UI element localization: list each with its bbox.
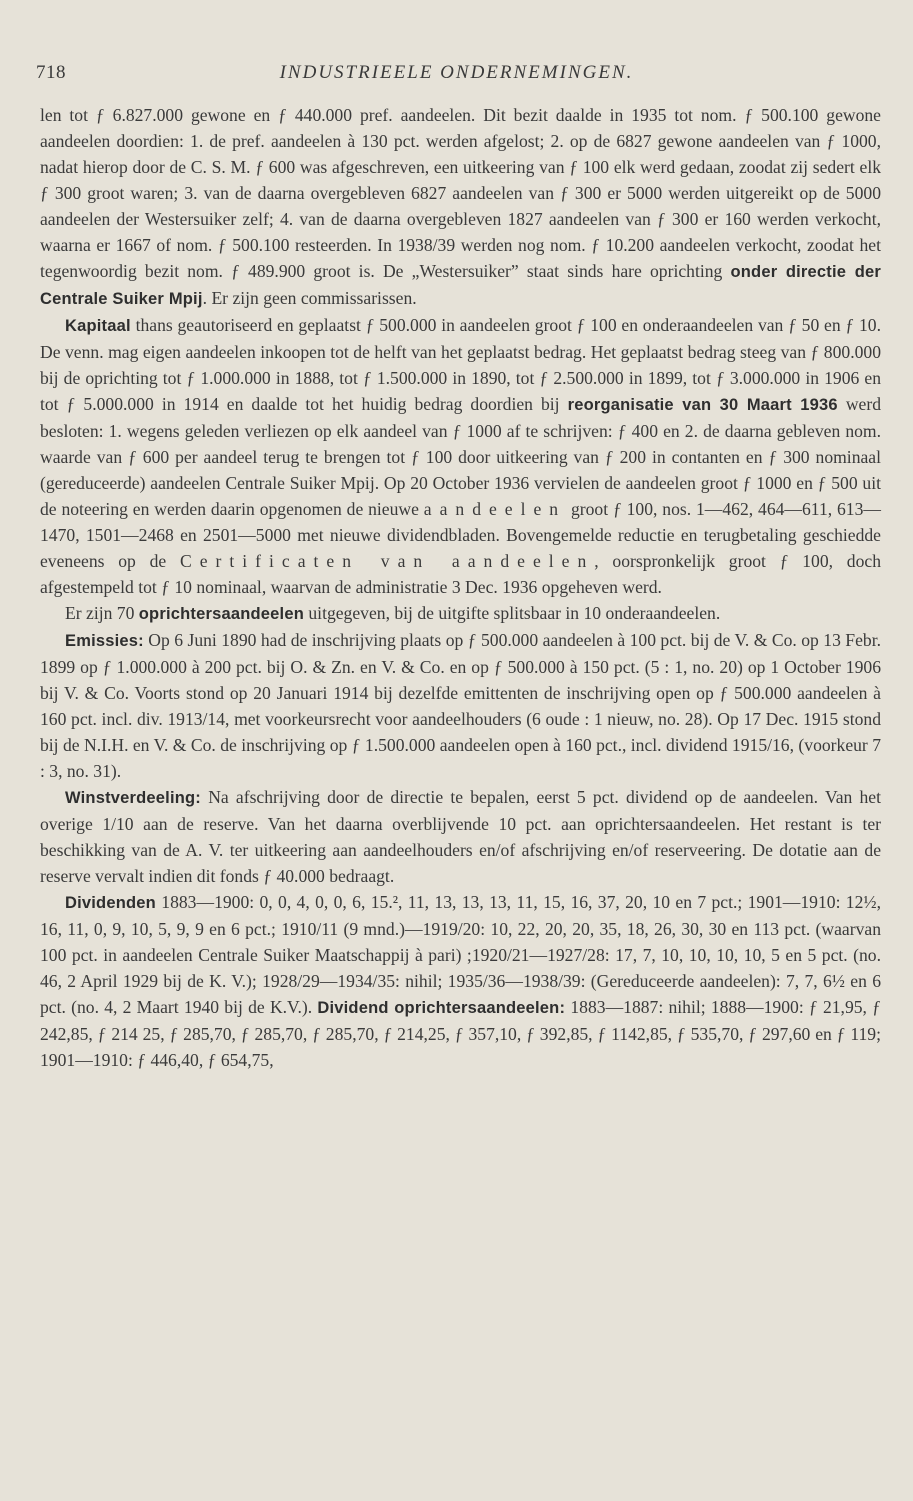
text-run: Er zijn 70 [65, 603, 139, 623]
bold-term: reorganisatie van 30 Maart 1936 [567, 396, 838, 414]
bold-term: Kapitaal [65, 317, 131, 335]
text-run: 1883—1887: nihil; 1888—1900: ƒ 21,95, ƒ 242,85, ƒ 214 25, ƒ 285,70, ƒ 285,70, ƒ 285,70, ƒ 214,25, ƒ 357,10, ƒ 392,85, ƒ 1142,85, ƒ 535,70, ƒ 297,60 en ƒ 119; 1901—1910: ƒ 446,40, ƒ 654,75, [40, 997, 881, 1070]
text-run: groot ƒ 100, nos. 1—462, 464—611, 613—1470, 1501—2468 en 2501—5000 met nieuwe dividendbladen. Bovengemelde reductie en terugbetaling geschiedde eveneens op de [40, 499, 881, 571]
text-run: . Er zijn geen commissarissen. [202, 288, 417, 308]
bold-term: Dividend oprichtersaandeelen: [317, 999, 566, 1017]
text-run: 1883—1900: 0, 0, 4, 0, 0, 6, 15.², 11, 13, 13, 13, 11, 15, 16, 37, 20, 10 en 7 pct.; 1901—1910: 12½, 16, 11, 0, 9, 10, 5, 9, 9 en 6 pct.; 1910/11 (9 mnd.)—1919/20: 10, 22, 20, 20, 35, 18, 26, 30, 30 en 113 pct. (waarvan 100 pct. in aandeelen Centrale Suiker Maatschappij à pari) ;1920/21—1927/28: 17, 7, 10, 10, 10, 10, 5 en 5 pct. (no. 46, 2 April 1929 bij de K. V.); 1928/29—1934/35: nihil; 1935/36—1938/39: (Gereduceerde aandeelen): 7, 7, 6½ en 6 pct. (no. 4, 2 Maart 1940 bij de K.V.). [40, 892, 881, 1017]
running-head: INDUSTRIEELE ONDERNEMINGEN. [279, 62, 634, 83]
page-number: 718 [36, 62, 66, 83]
text-run: Op 6 Juni 1890 had de inschrijving plaats op ƒ 500.000 aandeelen à 100 pct. bij de V. & Co. op 13 Febr. 1899 op ƒ 1.000.000 à 200 pct. bij O. & Zn. en V. & Co. en op ƒ 500.000 à 150 pct. (5 : 1, no. 20) op 1 October 1906 bij V. & Co. Voorts stond op 20 Januari 1914 bij dezelfde emittenten de inschrijving open op ƒ 500.000 aandeelen à 160 pct. incl. div. 1913/14, met voorkeursrecht voor aandeelhouders (6 oude : 1 nieuw, no. 28). Op 17 Dec. 1915 stond bij de N.I.H. en V. & Co. de inschrijving op ƒ 1.500.000 aandeelen open à 160 pct., incl. dividend 1915/16, (voorkeur 7 : 3, no. 31). [40, 630, 881, 781]
bold-term: oprichtersaandeelen [138, 605, 304, 623]
bold-term: onder directie der Centrale Suiker Mpij [40, 263, 881, 308]
bold-term: Winstverdeeling: [65, 789, 201, 807]
paragraph [40, 889, 881, 1073]
bold-term: Emissies: [65, 632, 144, 650]
paragraph [40, 600, 881, 627]
paragraph [40, 312, 881, 600]
text-run: Na afschrijving door de directie te bepalen, eerst 5 pct. dividend op de aandeelen. Van het overige 1/10 aan de reserve. Van het daarna overblijvende 10 pct. aan oprichtersaandeelen. Het restant is ter beschikking van de A. V. ter uitkeering aan aandeelhouders en/of afschrijving en/of reserveering. De dotatie aan de reserve vervalt indien dit fonds ƒ 40.000 bedraagt. [40, 787, 881, 886]
paragraph [40, 784, 881, 889]
body-text [40, 102, 881, 1073]
text-run: uitgegeven, bij de uitgifte splitsbaar in 10 onderaandeelen. [303, 603, 721, 623]
spaced-term: aandeelen [423, 499, 567, 519]
text-run: werd besloten: 1. wegens geleden verliezen op elk aandeel van ƒ 1000 af te schrijven: ƒ 400 en 2. de daarna gebleven nom. waarde van ƒ 600 per aandeel terug te brengen tot ƒ 100 door uitkeering van ƒ 200 in contanten en ƒ 300 nominaal (gereduceerde) aandeelen Centrale Suiker Mpij. Op 20 October 1936 vervielen de aandeelen groot ƒ 1000 en ƒ 500 uit de noteering en werden daarin opgenomen de nieuwe [40, 394, 882, 519]
bold-term: Dividenden [65, 894, 156, 912]
paragraph [40, 102, 881, 312]
text-run: thans geautoriseerd en geplaatst ƒ 500.000 in aandeelen groot ƒ 100 en onderaandeelen van ƒ 50 en ƒ 10. De venn. mag eigen aandeelen inkoopen tot de helft van het geplaatst bedrag. Het geplaatst bedrag steeg van ƒ 800.000 bij de oprichting tot ƒ 1.000.000 in 1888, tot ƒ 1.500.000 in 1890, tot ƒ 2.500.000 in 1899, tot ƒ 3.000.000 in 1906 en tot ƒ 5.000.000 in 1914 en daalde tot het huidig bedrag doordien bij [40, 315, 881, 414]
spaced-term: Certificaten van aandeelen [179, 551, 595, 571]
text-run: , oorspronkelijk groot ƒ 100, doch afgestempeld tot ƒ 10 nominaal, waarvan de administratie 3 Dec. 1936 opgeheven werd. [40, 551, 882, 597]
paragraph [40, 627, 881, 784]
text-run: len tot ƒ 6.827.000 gewone en ƒ 440.000 pref. aandeelen. Dit bezit daalde in 1935 tot nom. ƒ 500.100 gewone aandeelen doordien: 1. de pref. aandeelen à 130 pct. werden afgelost; 2. op de 6827 gewone aandeelen van ƒ 1000, nadat hierop door de C. S. M. ƒ 600 was afgeschreven, een uitkeering van ƒ 100 elk werd gedaan, zoodat zij sedert elk ƒ 300 groot waren; 3. van de daarna overgebleven 6827 aandeelen van ƒ 300 er 5000 werden uitgereikt op de 5000 aandeelen der Westersuiker zelf; 4. van de daarna overgebleven 1827 aandeelen van ƒ 300 er 160 werden verkocht, waarna er 1667 of nom. ƒ 500.100 resteerden. In 1938/39 werden nog nom. ƒ 10.200 aandeelen verkocht, zoodat het tegenwoordig bezit nom. ƒ 489.900 groot is. De „Westersuiker” staat sinds hare oprichting [40, 105, 881, 281]
